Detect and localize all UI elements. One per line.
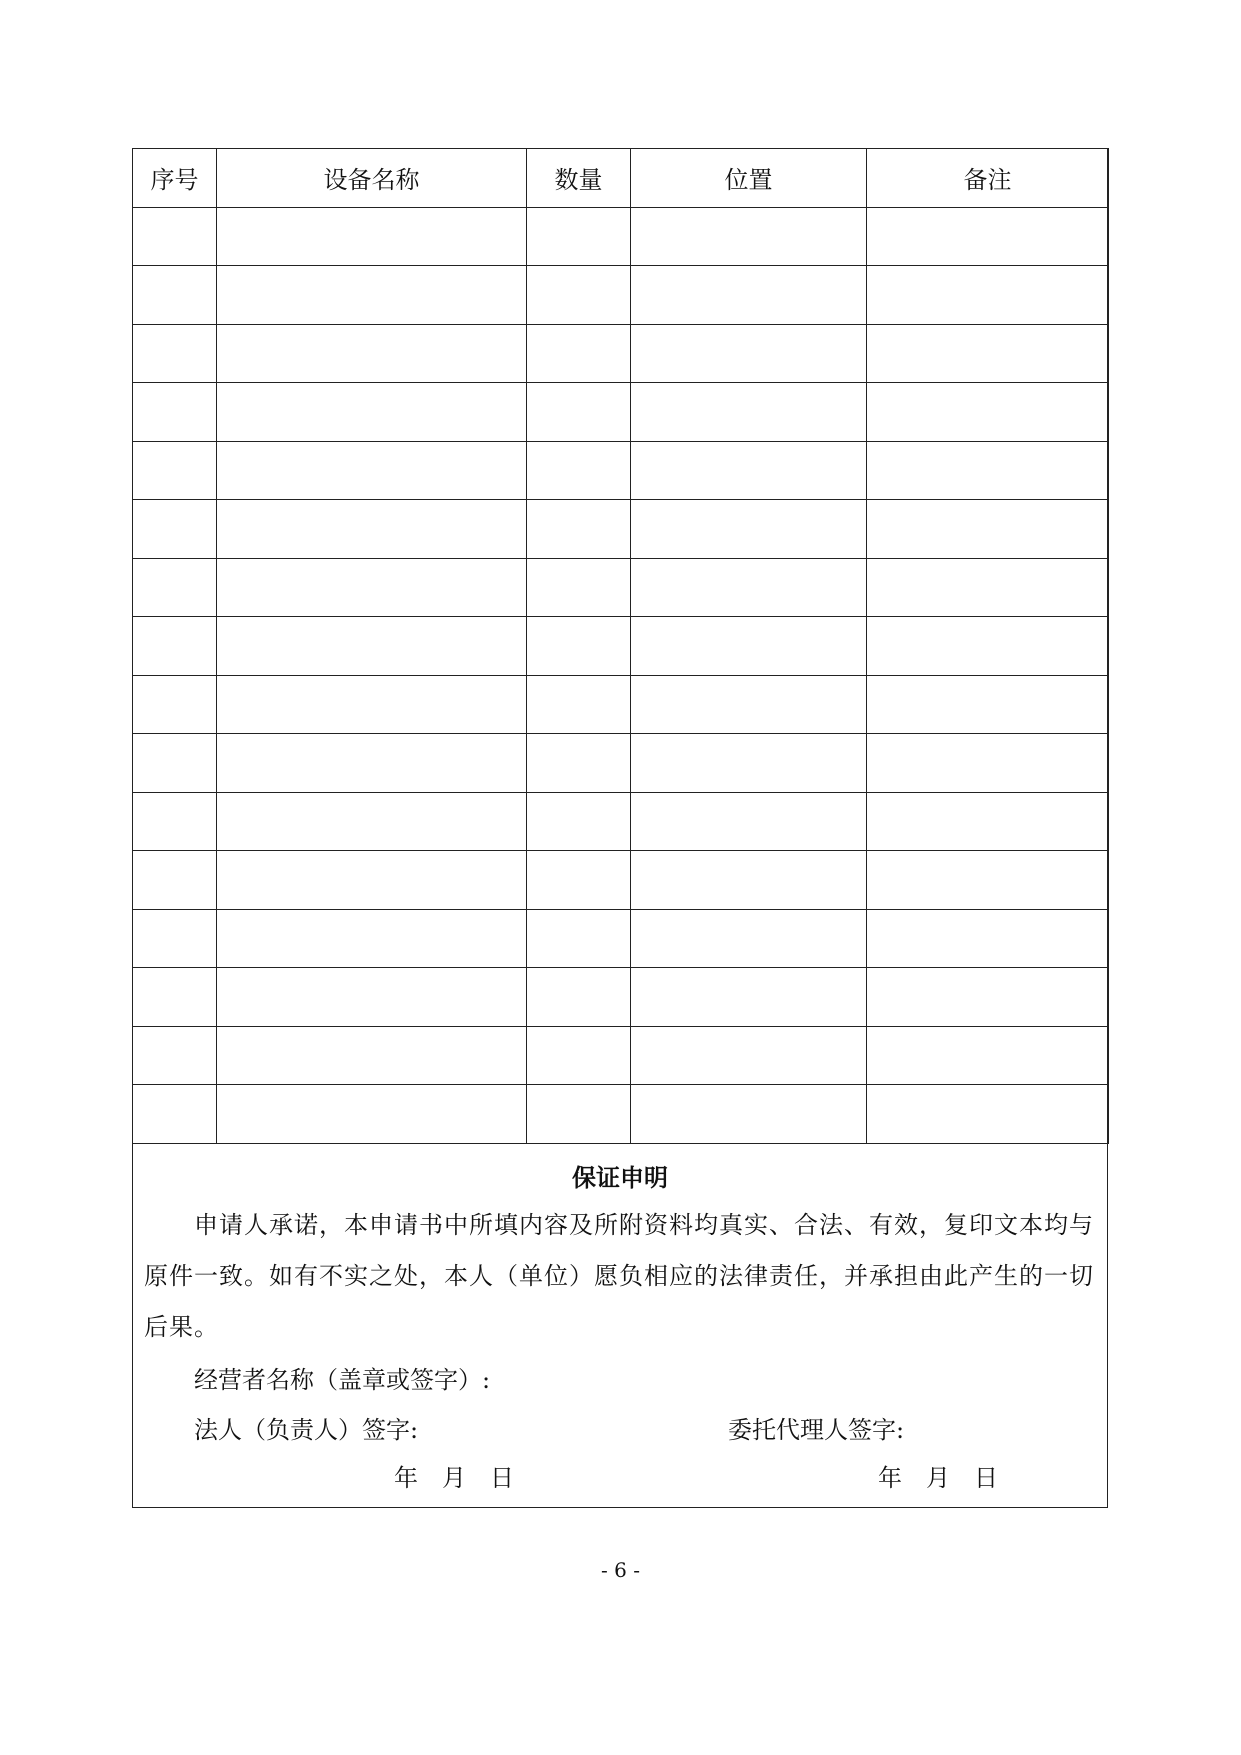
table-cell[interactable] [527,266,631,325]
table-cell[interactable] [867,1026,1109,1085]
table-cell[interactable] [867,500,1109,559]
table-cell[interactable] [527,909,631,968]
table-cell[interactable] [217,266,527,325]
table-row [133,734,1109,793]
table-cell[interactable] [867,851,1109,910]
table-cell[interactable] [133,383,217,442]
table-cell[interactable] [631,207,867,266]
table-cell[interactable] [133,266,217,325]
table-cell[interactable] [527,792,631,851]
page-number: - 6 - [601,1558,640,1582]
table-cell[interactable] [631,734,867,793]
table-row [133,909,1109,968]
header-quantity: 数量 [527,149,631,208]
table-cell[interactable] [133,1085,217,1144]
table-cell[interactable] [867,383,1109,442]
table-cell[interactable] [217,968,527,1027]
table-cell[interactable] [133,909,217,968]
table-cell[interactable] [631,617,867,676]
operator-name-label: 经营者名称（盖章或签字）: [194,1366,491,1394]
table-cell[interactable] [867,207,1109,266]
table-row [133,207,1109,266]
table-cell[interactable] [631,968,867,1027]
table-cell[interactable] [631,792,867,851]
date-left: 年 月 日 [394,1464,514,1492]
agent-signature-label: 委托代理人签字: [728,1416,905,1444]
table-row [133,383,1109,442]
table-cell[interactable] [867,558,1109,617]
table-cell[interactable] [867,324,1109,383]
table-cell[interactable] [527,1085,631,1144]
table-cell[interactable] [867,734,1109,793]
table-cell[interactable] [217,558,527,617]
table-row [133,441,1109,500]
table-cell[interactable] [133,1026,217,1085]
table-row [133,1085,1109,1144]
table-cell[interactable] [631,851,867,910]
table-cell[interactable] [133,734,217,793]
guarantee-title: 保证申明 [572,1164,668,1192]
guarantee-statement: 申请人承诺，本申请书中所填内容及所附资料均真实、合法、有效，复印文本均与原件一致。如有不实之处，本人（单位）愿负相应的法律责任，并承担由此产生的一切后果。 [144,1211,1094,1341]
table-cell[interactable] [867,968,1109,1027]
table-cell[interactable] [133,441,217,500]
header-remarks: 备注 [867,149,1109,208]
table-cell[interactable] [631,1026,867,1085]
table-cell[interactable] [217,207,527,266]
guarantee-section [132,1148,1108,1508]
table-cell[interactable] [631,675,867,734]
date-right: 年 月 日 [878,1464,998,1492]
table-cell[interactable] [631,909,867,968]
table-cell[interactable] [133,558,217,617]
table-cell[interactable] [527,734,631,793]
equipment-table [132,148,1109,1144]
table-cell[interactable] [631,441,867,500]
table-cell[interactable] [217,675,527,734]
table-cell[interactable] [527,1026,631,1085]
header-location: 位置 [631,149,867,208]
table-cell[interactable] [217,909,527,968]
table-row [133,792,1109,851]
table-cell[interactable] [631,558,867,617]
table-cell[interactable] [631,324,867,383]
table-cell[interactable] [133,968,217,1027]
table-cell[interactable] [133,675,217,734]
table-row [133,1026,1109,1085]
table-row [133,851,1109,910]
table-header-row [133,149,1109,208]
table-cell[interactable] [867,266,1109,325]
table-cell[interactable] [217,324,527,383]
table-cell[interactable] [527,851,631,910]
table-cell[interactable] [217,1026,527,1085]
table-cell[interactable] [133,792,217,851]
table-cell[interactable] [133,617,217,676]
table-cell[interactable] [217,500,527,559]
table-cell[interactable] [217,851,527,910]
table-cell[interactable] [217,441,527,500]
table-cell[interactable] [217,383,527,442]
table-cell[interactable] [527,500,631,559]
table-row [133,500,1109,559]
table-cell[interactable] [133,851,217,910]
header-serial-number: 序号 [133,149,217,208]
equipment-table-body [133,207,1109,1143]
table-row [133,324,1109,383]
table-cell[interactable] [133,324,217,383]
table-row [133,266,1109,325]
table-cell[interactable] [867,792,1109,851]
table-cell[interactable] [527,558,631,617]
table-cell[interactable] [217,734,527,793]
table-cell[interactable] [217,792,527,851]
table-cell[interactable] [867,441,1109,500]
table-row [133,617,1109,676]
table-cell[interactable] [217,617,527,676]
table-cell[interactable] [217,1085,527,1144]
table-cell[interactable] [631,1085,867,1144]
table-cell[interactable] [527,324,631,383]
table-cell[interactable] [527,968,631,1027]
legal-representative-signature-label: 法人（负责人）签字: [194,1416,419,1444]
table-cell[interactable] [631,500,867,559]
table-row [133,558,1109,617]
table-cell[interactable] [527,675,631,734]
header-equipment-name: 设备名称 [217,149,527,208]
table-cell[interactable] [867,617,1109,676]
table-cell[interactable] [133,207,217,266]
table-row [133,675,1109,734]
table-cell[interactable] [527,617,631,676]
table-cell[interactable] [527,383,631,442]
table-cell[interactable] [527,441,631,500]
table-cell[interactable] [867,909,1109,968]
table-cell[interactable] [867,1085,1109,1144]
table-cell[interactable] [133,500,217,559]
table-cell[interactable] [631,266,867,325]
table-cell[interactable] [867,675,1109,734]
table-cell[interactable] [631,383,867,442]
table-row [133,968,1109,1027]
table-cell[interactable] [527,207,631,266]
